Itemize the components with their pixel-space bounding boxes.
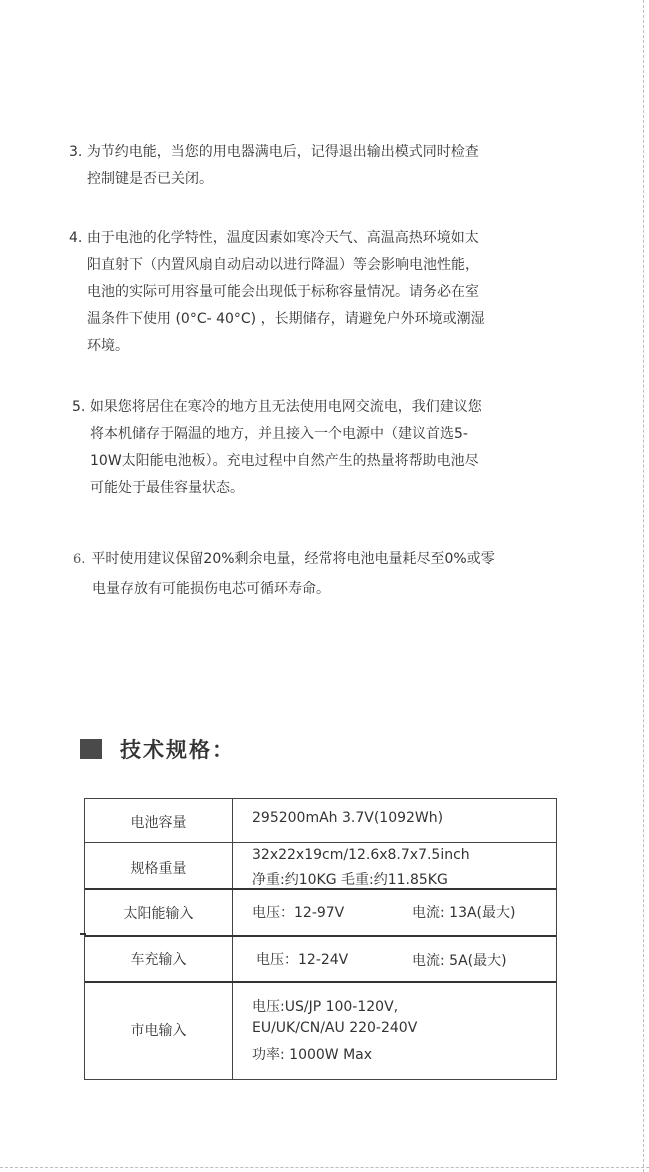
spec-label: 车充输入 bbox=[130, 952, 187, 968]
note-4 bbox=[69, 225, 485, 360]
note-line: 控制键是否已关闭。 bbox=[87, 171, 213, 187]
note-line: 平时使用建议保留20%剩余电量，经常将电池电量耗尽至0%或零 bbox=[91, 551, 495, 567]
spec-label: 市电输入 bbox=[130, 1023, 187, 1039]
table-rule-extension bbox=[80, 933, 86, 935]
section-title: 技术规格： bbox=[120, 738, 235, 762]
note-line: 温条件下使用 (0°C- 40°C) ，长期储存，请避免户外环境或潮湿 bbox=[87, 311, 485, 327]
note-line: 电量存放有可能损伤电芯可循环寿命。 bbox=[92, 581, 330, 597]
note-line: 电池的实际可用容量可能会出现低于标称容量情况。请务必在室 bbox=[87, 284, 479, 300]
spec-value: 电压：12-97V bbox=[252, 905, 345, 921]
note-line: 可能处于最佳容量状态。 bbox=[90, 480, 244, 496]
note-line: 环境。 bbox=[87, 338, 129, 354]
note-line: 阳直射下（内置风扇自动启动以进行降温）等会影响电池性能， bbox=[87, 257, 479, 273]
note-line: 将本机储存于隔温的地方，并且接入一个电源中（建议首选5- bbox=[90, 426, 468, 442]
section-heading bbox=[80, 734, 235, 764]
spec-label: 太阳能输入 bbox=[123, 906, 194, 922]
note-line: 为节约电能，当您的用电器满电后，记得退出输出模式同时检查 bbox=[86, 144, 479, 160]
square-bullet-icon bbox=[80, 739, 102, 759]
note-number: 3. bbox=[69, 144, 83, 160]
spec-label: 规格重量 bbox=[130, 861, 187, 877]
page-edge-bottom bbox=[0, 1167, 649, 1168]
note-3 bbox=[69, 139, 479, 193]
spec-table bbox=[84, 798, 557, 1080]
note-line: 由于电池的化学特性，温度因素如寒冷天气、高温高热环境如太 bbox=[86, 230, 479, 246]
spec-value: EU/UK/CN/AU 220-240V bbox=[252, 1020, 418, 1036]
table-row bbox=[85, 842, 556, 889]
table-row bbox=[85, 888, 556, 936]
page-edge-right bbox=[643, 0, 644, 1172]
spec-value: 电流: 13A(最大) bbox=[412, 905, 516, 921]
table-row bbox=[85, 935, 556, 983]
spec-value: 电流: 5A(最大) bbox=[412, 953, 507, 969]
spec-value: 295200mAh 3.7V(1092Wh) bbox=[252, 810, 444, 826]
spec-value: 净重:约10KG 毛重:约11.85KG bbox=[252, 872, 448, 888]
note-5 bbox=[72, 394, 482, 502]
note-number: 6. bbox=[73, 552, 86, 567]
spec-value: 功率: 1000W Max bbox=[252, 1047, 373, 1063]
spec-value: 32x22x19cm/12.6x8.7x7.5inch bbox=[252, 847, 470, 863]
table-row bbox=[85, 981, 556, 1081]
spec-value: 电压：12-24V bbox=[256, 952, 349, 968]
note-number: 5. bbox=[72, 399, 86, 415]
note-line: 如果您将居住在寒冷的地方且无法使用电网交流电，我们建议您 bbox=[89, 399, 482, 415]
note-6 bbox=[73, 544, 495, 604]
note-line: 10W太阳能电池板）。充电过程中自然产生的热量将帮助电池尽 bbox=[90, 453, 479, 469]
table-row bbox=[85, 799, 556, 843]
spec-label: 电池容量 bbox=[130, 815, 187, 831]
spec-value: 电压:US/JP 100-120V, bbox=[252, 999, 399, 1015]
note-number: 4. bbox=[69, 230, 83, 246]
